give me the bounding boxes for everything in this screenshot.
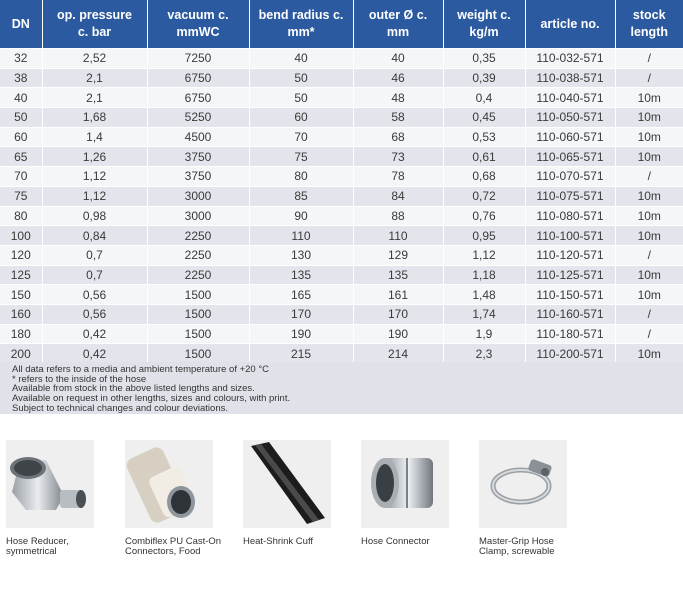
footnote-line: All data refers to a media and ambient temperature of +20 °C xyxy=(12,364,270,375)
table-cell: / xyxy=(615,167,683,187)
caption-line: Hose Connector xyxy=(361,536,430,547)
column-header-line: vacuum c. xyxy=(167,8,229,22)
table-header-row xyxy=(0,0,683,49)
table-cell: 0,45 xyxy=(443,108,525,128)
table-row xyxy=(0,127,683,147)
table-cell: 4500 xyxy=(147,127,249,147)
table-row xyxy=(0,88,683,108)
table-row xyxy=(0,226,683,246)
table-row xyxy=(0,324,683,344)
table-cell: 1,12 xyxy=(443,245,525,265)
table-cell: 2,52 xyxy=(42,49,147,69)
table-row xyxy=(0,68,683,88)
column-header xyxy=(353,0,443,49)
table-cell: 110-080-571 xyxy=(525,206,615,226)
table-cell: 170 xyxy=(249,304,353,324)
caption-line: Clamp, screwable xyxy=(479,546,555,557)
table-row xyxy=(0,108,683,128)
product-hose-connector xyxy=(355,440,470,547)
table-cell: 110-040-571 xyxy=(525,88,615,108)
footnote-line: Available on request in other lengths, sizes and colours, with print. xyxy=(12,393,291,405)
table-cell: 110-200-571 xyxy=(525,344,615,363)
table-row xyxy=(0,265,683,285)
table-cell: 58 xyxy=(353,108,443,128)
table-cell: 130 xyxy=(249,245,353,265)
table-cell: 70 xyxy=(249,127,353,147)
table-cell: 170 xyxy=(353,304,443,324)
table-cell: 110-180-571 xyxy=(525,324,615,344)
table-cell: 110-075-571 xyxy=(525,186,615,206)
table-cell: 10m xyxy=(615,127,683,147)
table-cell: 50 xyxy=(249,68,353,88)
table-cell: 2250 xyxy=(147,226,249,246)
table-cell: 110-160-571 xyxy=(525,304,615,324)
table-cell: 180 xyxy=(0,324,42,344)
table-cell: 190 xyxy=(353,324,443,344)
footnotes xyxy=(0,362,683,414)
table-cell: 0,56 xyxy=(42,304,147,324)
table-cell: 10m xyxy=(615,186,683,206)
product-caption xyxy=(243,537,352,547)
table-cell: / xyxy=(615,304,683,324)
caption-line: Combiflex PU Cast-On xyxy=(125,536,222,547)
table-cell: 38 xyxy=(0,68,42,88)
table-cell: 110-070-571 xyxy=(525,167,615,187)
table-cell: 215 xyxy=(249,344,353,363)
column-header xyxy=(147,0,249,49)
column-header-line: c. bar xyxy=(77,25,112,39)
table-row xyxy=(0,147,683,167)
hose-clamp-icon xyxy=(479,440,567,528)
table-cell: 40 xyxy=(353,49,443,69)
accessory-products xyxy=(0,440,683,590)
table-cell: 0,42 xyxy=(42,344,147,363)
caption-line: Master-Grip Hose xyxy=(479,536,554,547)
table-cell: 48 xyxy=(353,88,443,108)
table-cell: / xyxy=(615,68,683,88)
table-cell: 1,68 xyxy=(42,108,147,128)
table-cell: 1,4 xyxy=(42,127,147,147)
product-heat-shrink-cuff xyxy=(237,440,352,547)
table-cell: 70 xyxy=(0,167,42,187)
table-cell: 110-060-571 xyxy=(525,127,615,147)
table-cell: 0,7 xyxy=(42,245,147,265)
table-row xyxy=(0,245,683,265)
table-cell: 32 xyxy=(0,49,42,69)
table-cell: 200 xyxy=(0,344,42,363)
product-caption xyxy=(125,537,234,557)
table-cell: 110-100-571 xyxy=(525,226,615,246)
table-cell: 1500 xyxy=(147,344,249,363)
table-cell: 10m xyxy=(615,108,683,128)
table-cell: 50 xyxy=(0,108,42,128)
column-header xyxy=(0,0,42,49)
table-cell: 40 xyxy=(249,49,353,69)
table-cell: 10m xyxy=(615,226,683,246)
table-cell: 10m xyxy=(615,344,683,363)
footnote-line: Available from stock in the above listed lengths and sizes. xyxy=(12,383,255,395)
table-cell: 0,39 xyxy=(443,68,525,88)
table-cell: 100 xyxy=(0,226,42,246)
table-cell: 129 xyxy=(353,245,443,265)
column-header-line: mmWC xyxy=(176,25,220,39)
table-cell: 88 xyxy=(353,206,443,226)
table-cell: 1,9 xyxy=(443,324,525,344)
table-cell: 3000 xyxy=(147,206,249,226)
footnote-line: * refers to the inside of the hose xyxy=(12,373,147,385)
column-header xyxy=(42,0,147,49)
table-cell: 110-050-571 xyxy=(525,108,615,128)
table-cell: 161 xyxy=(353,285,443,305)
table-cell: 0,72 xyxy=(443,186,525,206)
table-cell: / xyxy=(615,245,683,265)
table-cell: 90 xyxy=(249,206,353,226)
caption-line: Heat-Shrink Cuff xyxy=(243,536,314,547)
table-cell: 0,61 xyxy=(443,147,525,167)
table-cell: 0,95 xyxy=(443,226,525,246)
table-cell: 165 xyxy=(249,285,353,305)
column-header-line: length xyxy=(630,25,668,39)
table-cell: 0,53 xyxy=(443,127,525,147)
product-hose-clamp xyxy=(473,440,588,557)
table-cell: 80 xyxy=(0,206,42,226)
table-cell: 1500 xyxy=(147,285,249,305)
table-cell: 0,4 xyxy=(443,88,525,108)
table-cell: 3750 xyxy=(147,167,249,187)
table-cell: 68 xyxy=(353,127,443,147)
table-cell: 0,42 xyxy=(42,324,147,344)
pu-connector-icon xyxy=(125,440,213,528)
table-cell: 85 xyxy=(249,186,353,206)
table-cell: 1,48 xyxy=(443,285,525,305)
table-cell: 2250 xyxy=(147,265,249,285)
table-cell: 2,3 xyxy=(443,344,525,363)
product-caption xyxy=(361,537,470,547)
table-cell: 75 xyxy=(0,186,42,206)
hose-reducer-icon xyxy=(6,440,94,528)
table-cell: 125 xyxy=(0,265,42,285)
table-cell: 135 xyxy=(249,265,353,285)
table-cell: 0,35 xyxy=(443,49,525,69)
table-cell: 78 xyxy=(353,167,443,187)
table-cell: 6750 xyxy=(147,88,249,108)
table-cell: 1,12 xyxy=(42,186,147,206)
table-cell: 110-150-571 xyxy=(525,285,615,305)
table-cell: 75 xyxy=(249,147,353,167)
table-cell: 10m xyxy=(615,88,683,108)
table-row xyxy=(0,206,683,226)
product-caption xyxy=(479,537,588,557)
table-cell: 65 xyxy=(0,147,42,167)
table-cell: 110-120-571 xyxy=(525,245,615,265)
caption-line: Connectors, Food xyxy=(125,546,201,557)
table-cell: 40 xyxy=(0,88,42,108)
heat-shrink-cuff-icon xyxy=(243,440,331,528)
table-row xyxy=(0,285,683,305)
table-cell: 1500 xyxy=(147,324,249,344)
table-cell: 10m xyxy=(615,147,683,167)
product-hose-reducer xyxy=(0,440,115,557)
column-header-line: mm* xyxy=(287,25,315,39)
table-cell: 46 xyxy=(353,68,443,88)
table-cell: 110 xyxy=(249,226,353,246)
hose-connector-icon xyxy=(361,440,449,528)
table-cell: 2250 xyxy=(147,245,249,265)
table-row xyxy=(0,167,683,187)
table-cell: 214 xyxy=(353,344,443,363)
table-cell: 0,7 xyxy=(42,265,147,285)
table-cell: / xyxy=(615,324,683,344)
column-header-line: outer Ø c. xyxy=(368,8,428,22)
column-header-line: mm xyxy=(386,25,410,39)
table-row xyxy=(0,186,683,206)
table-cell: 0,56 xyxy=(42,285,147,305)
table-row xyxy=(0,304,683,324)
table-cell: 6750 xyxy=(147,68,249,88)
table-cell: 2,1 xyxy=(42,88,147,108)
column-header xyxy=(525,0,615,49)
table-cell: 1500 xyxy=(147,304,249,324)
table-cell: 1,74 xyxy=(443,304,525,324)
table-row xyxy=(0,344,683,363)
table-cell: 190 xyxy=(249,324,353,344)
table-cell: 10m xyxy=(615,206,683,226)
table-cell: 50 xyxy=(249,88,353,108)
footnote-line: Subject to technical changes and colour deviations. xyxy=(12,402,228,414)
table-cell: 135 xyxy=(353,265,443,285)
table-cell: 0,84 xyxy=(42,226,147,246)
column-header-line: op. pressure xyxy=(56,8,133,22)
table-cell: 7250 xyxy=(147,49,249,69)
table-body xyxy=(0,49,683,364)
column-header-line: kg/m xyxy=(469,25,499,39)
table-cell: 160 xyxy=(0,304,42,324)
table-cell: 80 xyxy=(249,167,353,187)
table-cell: 1,12 xyxy=(42,167,147,187)
product-pu-connector xyxy=(119,440,234,557)
table-cell: 110-125-571 xyxy=(525,265,615,285)
table-cell: 5250 xyxy=(147,108,249,128)
table-cell: 1,26 xyxy=(42,147,147,167)
table-cell: 110-065-571 xyxy=(525,147,615,167)
table-cell: 2,1 xyxy=(42,68,147,88)
column-header-line: weight c. xyxy=(457,8,511,22)
table-cell: 3000 xyxy=(147,186,249,206)
column-header-line: stock xyxy=(632,8,666,22)
table-cell: 1,18 xyxy=(443,265,525,285)
table-row xyxy=(0,49,683,69)
table-cell: 0,76 xyxy=(443,206,525,226)
caption-line: symmetrical xyxy=(6,546,57,557)
column-header xyxy=(443,0,525,49)
table-cell: 60 xyxy=(249,108,353,128)
table-cell: 0,98 xyxy=(42,206,147,226)
column-header-line: bend radius c. xyxy=(258,8,344,22)
caption-line: Hose Reducer, xyxy=(6,536,69,547)
table-cell: 110 xyxy=(353,226,443,246)
table-cell: 110-032-571 xyxy=(525,49,615,69)
column-header-line: article no. xyxy=(540,16,600,31)
column-header-line: DN xyxy=(11,16,30,31)
column-header xyxy=(249,0,353,49)
table-cell: 84 xyxy=(353,186,443,206)
table-cell: 10m xyxy=(615,265,683,285)
table-cell: 120 xyxy=(0,245,42,265)
table-cell: 3750 xyxy=(147,147,249,167)
table-cell: 10m xyxy=(615,285,683,305)
table-cell: 60 xyxy=(0,127,42,147)
table-cell: 0,68 xyxy=(443,167,525,187)
table-cell: 110-038-571 xyxy=(525,68,615,88)
product-caption xyxy=(6,537,115,557)
table-cell: 73 xyxy=(353,147,443,167)
table-cell: / xyxy=(615,49,683,69)
column-header xyxy=(615,0,683,49)
table-cell: 150 xyxy=(0,285,42,305)
